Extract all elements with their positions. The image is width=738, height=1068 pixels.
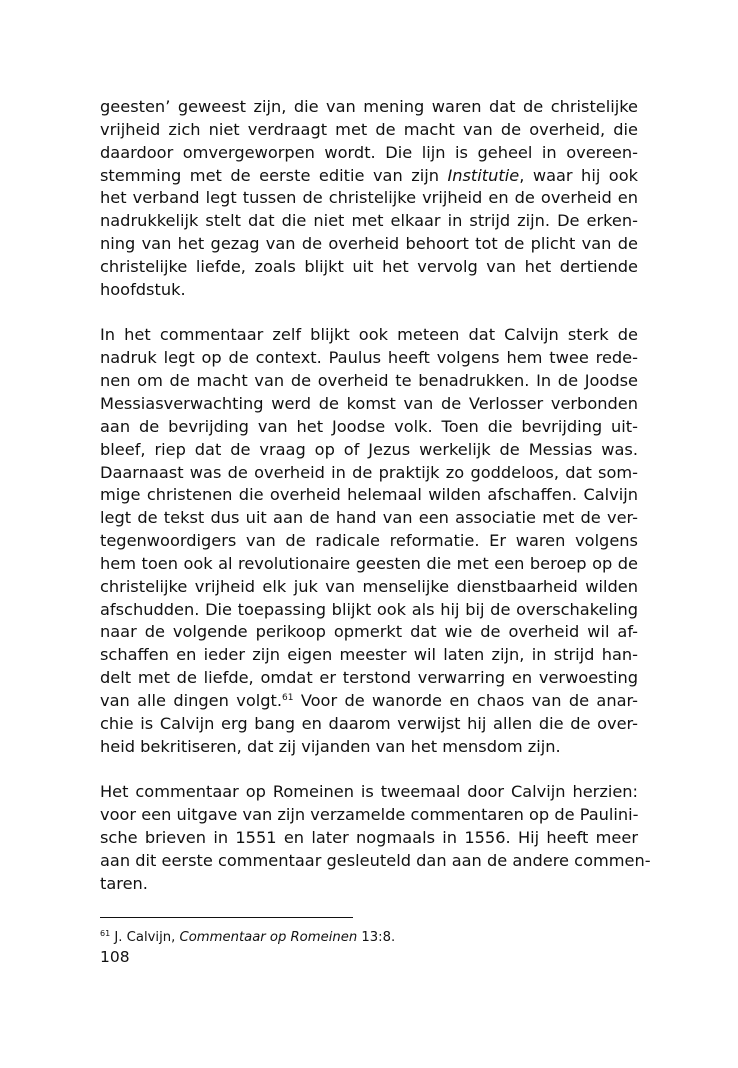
body-text: [100, 96, 651, 896]
text-line: [100, 165, 638, 188]
text-line: delt met de liefde, omdat er terstond verwarring en verwoesting: [100, 668, 638, 688]
footnote-number: 61: [100, 929, 111, 938]
text-line: christelijke liefde, zoals blijkt uit het vervolg van het dertiende: [100, 256, 638, 276]
text-line: aan dit eerste commentaar gesleuteld dan aan de andere commen-: [100, 850, 651, 870]
paragraph-3: [100, 781, 651, 895]
text-line: naar de volgende perikoop opmerkt dat wie de overheid wil af-: [100, 622, 638, 642]
text-line: Daarnaast was de overheid in de praktijk zo goddeloos, dat som-: [100, 462, 638, 482]
text-line: Messiasverwachting werd de komst van de Verlosser verbonden: [100, 393, 638, 413]
text-line: afschudden. Die toepassing blijkt ook als hij bij de overschakeling: [100, 599, 638, 619]
text-line: In het commentaar zelf blijkt ook meteen dat Calvijn sterk de: [100, 325, 638, 345]
paragraph-1: [100, 96, 638, 302]
italic-title-institutie: Institutie: [447, 165, 520, 185]
text-line: bleef, riep dat de vraag op of Jezus werkelijk de Messias was.: [100, 439, 638, 459]
paragraph-2: [100, 324, 638, 758]
text-line: nen om de macht van de overheid te benadrukken. In de Joodse: [100, 371, 638, 391]
text-line: hoofdstuk.: [100, 279, 186, 299]
text-line: vrijheid zich niet verdraagt met de macht van de overheid, die: [100, 119, 638, 139]
text-line: geesten’ geweest zijn, die van mening waren dat de christelijke: [100, 97, 638, 116]
text-line-end: Voor de wanorde en chaos van de anar-: [293, 690, 638, 710]
text-line: [100, 690, 638, 713]
text-line: Het commentaar op Romeinen is tweemaal door Calvijn herzien:: [100, 782, 638, 802]
text-line: taren.: [100, 873, 148, 893]
text-line-end: , waar hij ook: [519, 165, 638, 185]
text-line-start: stemming met de eerste editie van zijn: [100, 165, 448, 185]
text-line: chie is Calvijn erg bang en daarom verwijst hij allen die de over-: [100, 713, 638, 733]
footnote-reference-text: 13:8.: [357, 930, 396, 945]
text-line: schaffen en ieder zijn eigen meester wil laten zijn, in strijd han-: [100, 645, 638, 665]
text-line: legt de tekst dus uit aan de hand van een associatie met de ver-: [100, 508, 638, 528]
footnote-61: [100, 929, 638, 947]
text-line: hem toen ook al revolutionaire geesten die met een beroep op de: [100, 553, 638, 573]
text-line: tegenwoordigers van de radicale reformatie. Er waren volgens: [100, 531, 638, 551]
footnote-reference[interactable]: 61: [282, 692, 294, 703]
text-line: sche brieven in 1551 en later nogmaals in 1556. Hij heeft meer: [100, 828, 638, 847]
text-line: voor een uitgave van zijn verzamelde commentaren op de Paulini-: [100, 805, 639, 825]
text-line: nadruk legt op de context. Paulus heeft volgens hem twee rede-: [100, 348, 638, 368]
text-line: ning van het gezag van de overheid behoort tot de plicht van de: [100, 234, 638, 254]
text-line: nadrukkelijk stelt dat die niet met elkaar in strijd zijn. De erken-: [100, 211, 638, 231]
footnote-separator: [100, 917, 353, 918]
footnote-author: J. Calvijn,: [114, 930, 180, 945]
text-line: christelijke vrijheid elk juk van menselijke dienstbaarheid wilden: [100, 576, 638, 596]
page-number: 108: [100, 948, 130, 966]
text-line: aan de bevrijding van het Joodse volk. Toen die bevrijding uit-: [100, 416, 638, 436]
text-line: daardoor omvergeworpen wordt. Die lijn is geheel in overeen-: [100, 142, 638, 162]
text-line: heid bekritiseren, dat zij vijanden van het mensdom zijn.: [100, 736, 561, 756]
footnote-title: Commentaar op Romeinen: [179, 930, 358, 945]
text-line: het verband legt tussen de christelijke vrijheid en de overheid en: [100, 188, 638, 208]
text-line-start: van alle dingen volgt.: [100, 690, 282, 710]
text-line: mige christenen die overheid helemaal wilden afschaffen. Calvijn: [100, 485, 638, 505]
